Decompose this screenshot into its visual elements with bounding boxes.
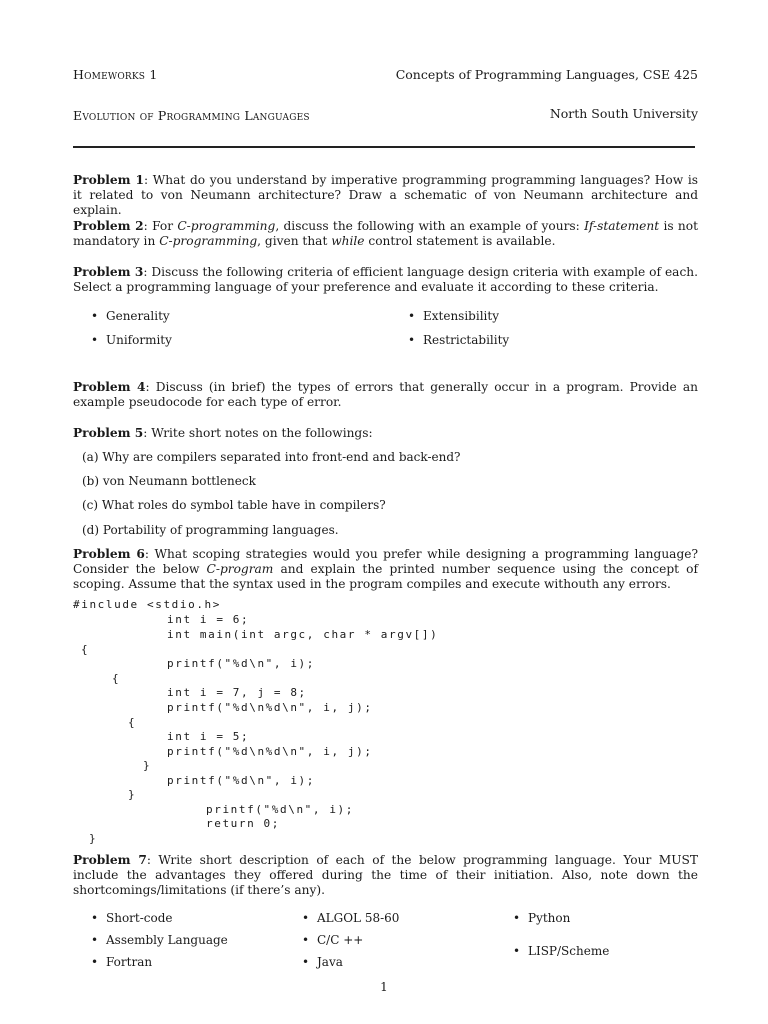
- code-line: {: [128, 716, 137, 729]
- problem-5-text: : Write short notes on the followings:: [143, 426, 373, 440]
- list-item: (a) Why are compilers separated into front-end and back-end?: [82, 450, 461, 464]
- page-number: 1: [380, 980, 388, 994]
- problem-2-text: is not mandatory in: [73, 219, 698, 248]
- problem-1-text: : What do you understand by imperative programming programming languages? How is it related to von Neumann architecture? Draw a schematic of von Neumann architecture and explain.: [73, 173, 698, 217]
- code-line: int i = 6;: [167, 613, 250, 626]
- problem-6: [73, 547, 698, 592]
- problem-4-text: : Discuss (in brief) the types of errors that generally occur in a program. Provide an example pseudocode for each type of error.: [73, 380, 698, 409]
- language-item: • Java: [302, 955, 343, 969]
- document-page: [73, 0, 698, 1024]
- problem-2-term: C-programming: [159, 234, 258, 248]
- problem-7: [73, 853, 698, 898]
- problem-5-label: Problem 5: [73, 426, 144, 440]
- header-topic: Evolution of Programming Languages: [73, 108, 310, 123]
- criteria-label: Uniformity: [106, 333, 172, 347]
- language-label: Fortran: [106, 955, 153, 969]
- problem-1: [73, 173, 698, 218]
- language-label: Python: [528, 911, 571, 925]
- list-item: (b) von Neumann bottleneck: [82, 474, 256, 488]
- problem-3-label: Problem 3: [73, 265, 144, 279]
- language-item: • LISP/Scheme: [513, 944, 610, 958]
- code-line: printf("%d\n%d\n", i, j);: [167, 701, 373, 714]
- code-line: printf("%d\n", i);: [167, 774, 316, 787]
- code-line: }: [128, 788, 137, 801]
- problem-6-text: : What scoping strategies would you prefer while designing a programming language? Consider the below: [73, 547, 698, 576]
- problem-2: [73, 219, 698, 249]
- language-item: • ALGOL 58-60: [302, 911, 400, 925]
- problem-2-text: , discuss the following with an example of yours:: [275, 219, 585, 233]
- list-item: (c) What roles do symbol table have in compilers?: [82, 498, 386, 512]
- problem-6-text: and explain the printed number sequence using the concept of scoping. Assume that the syntax used in the program compiles and execute withouth any errors.: [73, 562, 698, 591]
- language-item: • C/C ++: [302, 933, 364, 947]
- code-line: {: [112, 672, 121, 685]
- problem-2-label: Problem 2: [73, 219, 144, 233]
- problem-2-term: C-programming: [177, 219, 276, 233]
- header-divider: [73, 146, 695, 148]
- code-line: return 0;: [206, 817, 281, 830]
- header-course-homework: Homeworks 1: [73, 67, 158, 82]
- problem-7-text: : Write short description of each of the below programming language. Your MUST include the advantages they offered during the time of their initiation. Also, note down the shortcomings/limitations (if there’s any).: [73, 853, 698, 897]
- problem-6-term: C-program: [206, 562, 274, 576]
- problem-2-term: If-statement: [584, 219, 660, 233]
- problem-3: [73, 265, 698, 295]
- criteria-label: Restrictability: [423, 333, 510, 347]
- code-line: printf("%d\n%d\n", i, j);: [167, 745, 373, 758]
- language-item: • Fortran: [91, 955, 153, 969]
- language-label: C/C ++: [317, 933, 364, 947]
- problem-4: [73, 380, 698, 410]
- language-label: Assembly Language: [106, 933, 228, 947]
- code-line: }: [143, 759, 152, 772]
- criteria-item: • Extensibility: [408, 309, 499, 323]
- code-line: printf("%d\n", i);: [206, 803, 355, 816]
- code-line: int main(int argc, char * argv[]): [167, 628, 439, 641]
- code-line: int i = 7, j = 8;: [167, 686, 307, 699]
- code-line: int i = 5;: [167, 730, 250, 743]
- language-label: LISP/Scheme: [528, 944, 610, 958]
- header-course-title: Concepts of Programming Languages, CSE 425: [395, 67, 698, 82]
- problem-2-text: control statement is available.: [364, 234, 556, 248]
- language-label: ALGOL 58-60: [317, 911, 400, 925]
- code-line: {: [81, 643, 90, 656]
- language-label: Java: [317, 955, 343, 969]
- problem-2-term: while: [331, 234, 365, 248]
- code-line: }: [89, 832, 98, 845]
- problem-1-label: Problem 1: [73, 173, 145, 187]
- problem-7-label: Problem 7: [73, 853, 147, 867]
- problem-2-text: : For: [143, 219, 178, 233]
- problem-6-label: Problem 6: [73, 547, 145, 561]
- code-line: printf("%d\n", i);: [167, 657, 316, 670]
- criteria-item: • Uniformity: [91, 333, 172, 347]
- language-item: • Assembly Language: [91, 933, 228, 947]
- problem-2-text: , given that: [257, 234, 332, 248]
- language-item: • Short-code: [91, 911, 173, 925]
- header-university: North South University: [549, 106, 698, 121]
- list-item: (d) Portability of programming languages.: [82, 523, 339, 537]
- language-item: • Python: [513, 911, 571, 925]
- problem-3-text: : Discuss the following criteria of efficient language design criteria with example of each. Select a programming language of your preference and evaluate it according to these criteria.: [73, 265, 698, 294]
- code-line: #include <stdio.h>: [73, 598, 222, 611]
- language-label: Short-code: [106, 911, 173, 925]
- problem-5: [73, 426, 698, 441]
- criteria-item: • Restrictability: [408, 333, 510, 347]
- criteria-item: • Generality: [91, 309, 170, 323]
- criteria-label: Generality: [106, 309, 170, 323]
- problem-4-label: Problem 4: [73, 380, 146, 394]
- criteria-label: Extensibility: [423, 309, 499, 323]
